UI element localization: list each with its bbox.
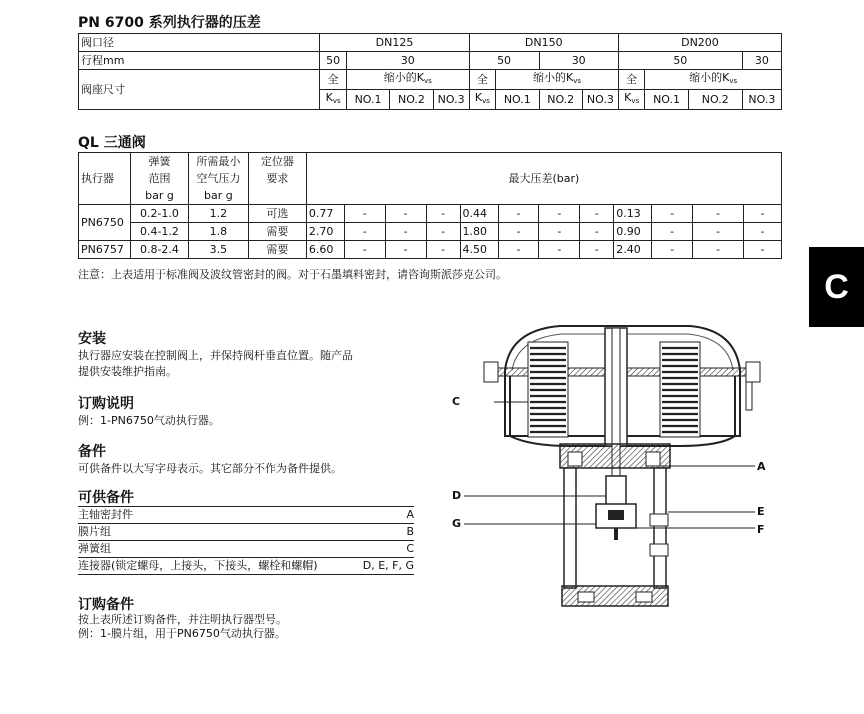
spring-header: 范围	[130, 170, 188, 187]
dp-cell: -	[744, 223, 782, 241]
dp-cell: -	[385, 223, 426, 241]
dp-cell: -	[344, 205, 385, 223]
dp-cell: -	[385, 241, 426, 259]
kvs-label: $K_{vs}$	[469, 90, 495, 110]
spares-heading: 备件	[78, 444, 106, 460]
dp-cell: -	[426, 223, 460, 241]
dp-cell: -	[652, 241, 693, 259]
air-unit: bar g	[188, 187, 248, 205]
callout-d: D	[452, 489, 462, 502]
stroke-value: 30	[539, 52, 618, 70]
air-header: 空气压力	[188, 170, 248, 187]
dp-cell: 4.50	[460, 241, 498, 259]
dp-cell: -	[426, 205, 460, 223]
callout-g: G	[452, 517, 462, 530]
seat-size-label: 阀座尺寸	[79, 70, 320, 110]
actuator-cell: PN6750	[79, 205, 131, 241]
section-tab: C	[809, 247, 864, 327]
positioner-cell: 需要	[248, 223, 306, 241]
full-label: 全	[320, 70, 346, 90]
stroke-value: 30	[346, 52, 469, 70]
callout-c: C	[452, 395, 461, 408]
reduced-kvs-label: 缩小的$K_{vs}$	[645, 70, 782, 90]
no2-label: NO.2	[539, 90, 582, 110]
callout-a: A	[757, 460, 766, 473]
dp-cell: -	[539, 241, 580, 259]
order-spares-text: 例：1-膜片组，用于PN6750气动执行器。	[78, 627, 286, 640]
spring-cell: 0.8-2.4	[130, 241, 188, 259]
callout-e: E	[757, 505, 765, 518]
dp-cell: -	[693, 205, 744, 223]
dp-cell: -	[498, 223, 539, 241]
table2-title: QL 三通阀	[78, 135, 146, 151]
order-heading: 订购说明	[78, 396, 134, 412]
install-heading: 安装	[78, 331, 106, 347]
dp-cell: -	[539, 205, 580, 223]
order-text: 例：1-PN6750气动执行器。	[78, 414, 220, 427]
dn125-header: DN125	[320, 34, 469, 52]
spring-cell: 0.4-1.2	[130, 223, 188, 241]
dp-cell: -	[744, 205, 782, 223]
actuator-header: 执行器	[79, 153, 131, 205]
kvs-label: $K_{vs}$	[320, 90, 346, 110]
dp-cell: -	[385, 205, 426, 223]
valve-size-label: 阀口径	[79, 34, 320, 52]
positioner-header: 定位器	[248, 153, 306, 171]
dp-cell: -	[426, 241, 460, 259]
table-note: 注意：上表适用于标准阀及波纹管密封的阀。对于石墨填料密封，请咨询斯派莎克公司。	[78, 268, 507, 281]
dp-cell: -	[744, 241, 782, 259]
stroke-value: 30	[742, 52, 781, 70]
dp-cell: 6.60	[306, 241, 344, 259]
stroke-label: 行程mm	[79, 52, 320, 70]
kvs-label: $K_{vs}$	[618, 90, 644, 110]
dp-cell: 0.90	[614, 223, 652, 241]
no1-label: NO.1	[346, 90, 389, 110]
list-item: 主轴密封件 A	[78, 506, 414, 524]
dp-cell: -	[498, 205, 539, 223]
callout-f: F	[757, 523, 765, 536]
stroke-value: 50	[469, 52, 539, 70]
dp-cell: -	[693, 241, 744, 259]
no2-label: NO.2	[688, 90, 742, 110]
dp-cell: -	[580, 223, 614, 241]
dp-cell: 2.70	[306, 223, 344, 241]
air-cell: 1.2	[188, 205, 248, 223]
list-item: 膜片组 B	[78, 524, 414, 541]
install-text: 提供安装维护指南。	[78, 365, 177, 378]
three-way-table	[78, 152, 782, 259]
positioner-cell: 需要	[248, 241, 306, 259]
dp-cell: -	[344, 241, 385, 259]
no1-label: NO.1	[645, 90, 688, 110]
order-spares-text: 按上表所述订购备件，并注明执行器型号。	[78, 613, 287, 626]
actuator-cell: PN6757	[79, 241, 131, 259]
air-header: 所需最小	[188, 153, 248, 171]
available-spares-heading: 可供备件	[78, 490, 134, 506]
dp-cell: -	[652, 205, 693, 223]
dp-cell: -	[693, 223, 744, 241]
no3-label: NO.3	[433, 90, 469, 110]
pressure-table	[78, 33, 782, 110]
dp-cell: 0.13	[614, 205, 652, 223]
spring-cell: 0.2-1.0	[130, 205, 188, 223]
dp-cell: -	[580, 241, 614, 259]
dp-cell: 0.44	[460, 205, 498, 223]
spring-unit: bar g	[130, 187, 188, 205]
spring-header: 弹簧	[130, 153, 188, 171]
actuator-drawing	[450, 318, 790, 620]
list-item: 连接器(锁定螺母，上接头，下接头，螺栓和螺帽) D, E, F, G	[78, 558, 414, 575]
full-label: 全	[469, 70, 495, 90]
air-cell: 1.8	[188, 223, 248, 241]
max-dp-header: 最大压差(bar)	[306, 153, 781, 205]
dp-cell: -	[539, 223, 580, 241]
positioner-header: 要求	[248, 170, 306, 187]
air-cell: 3.5	[188, 241, 248, 259]
dp-cell: -	[652, 223, 693, 241]
no3-label: NO.3	[582, 90, 618, 110]
no2-label: NO.2	[390, 90, 433, 110]
reduced-kvs-label: 缩小的$K_{vs}$	[346, 70, 469, 90]
no3-label: NO.3	[742, 90, 781, 110]
no1-label: NO.1	[496, 90, 539, 110]
full-label: 全	[618, 70, 644, 90]
install-text: 执行器应安装在控制阀上，并保持阀杆垂直位置。随产品	[78, 349, 353, 362]
stroke-value: 50	[618, 52, 742, 70]
dp-cell: -	[580, 205, 614, 223]
dp-cell: 2.40	[614, 241, 652, 259]
reduced-kvs-label: 缩小的$K_{vs}$	[496, 70, 619, 90]
spares-list	[78, 506, 414, 575]
dp-cell: -	[344, 223, 385, 241]
dp-cell: 0.77	[306, 205, 344, 223]
dp-cell: -	[498, 241, 539, 259]
table1-title: PN 6700 系列执行器的压差	[78, 15, 261, 31]
order-spares-heading: 订购备件	[78, 597, 134, 613]
dp-cell: 1.80	[460, 223, 498, 241]
stroke-value: 50	[320, 52, 346, 70]
list-item: 弹簧组 C	[78, 541, 414, 558]
dn150-header: DN150	[469, 34, 618, 52]
spares-text: 可供备件以大写字母表示。其它部分不作为备件提供。	[78, 462, 342, 475]
positioner-cell: 可选	[248, 205, 306, 223]
dn200-header: DN200	[618, 34, 781, 52]
